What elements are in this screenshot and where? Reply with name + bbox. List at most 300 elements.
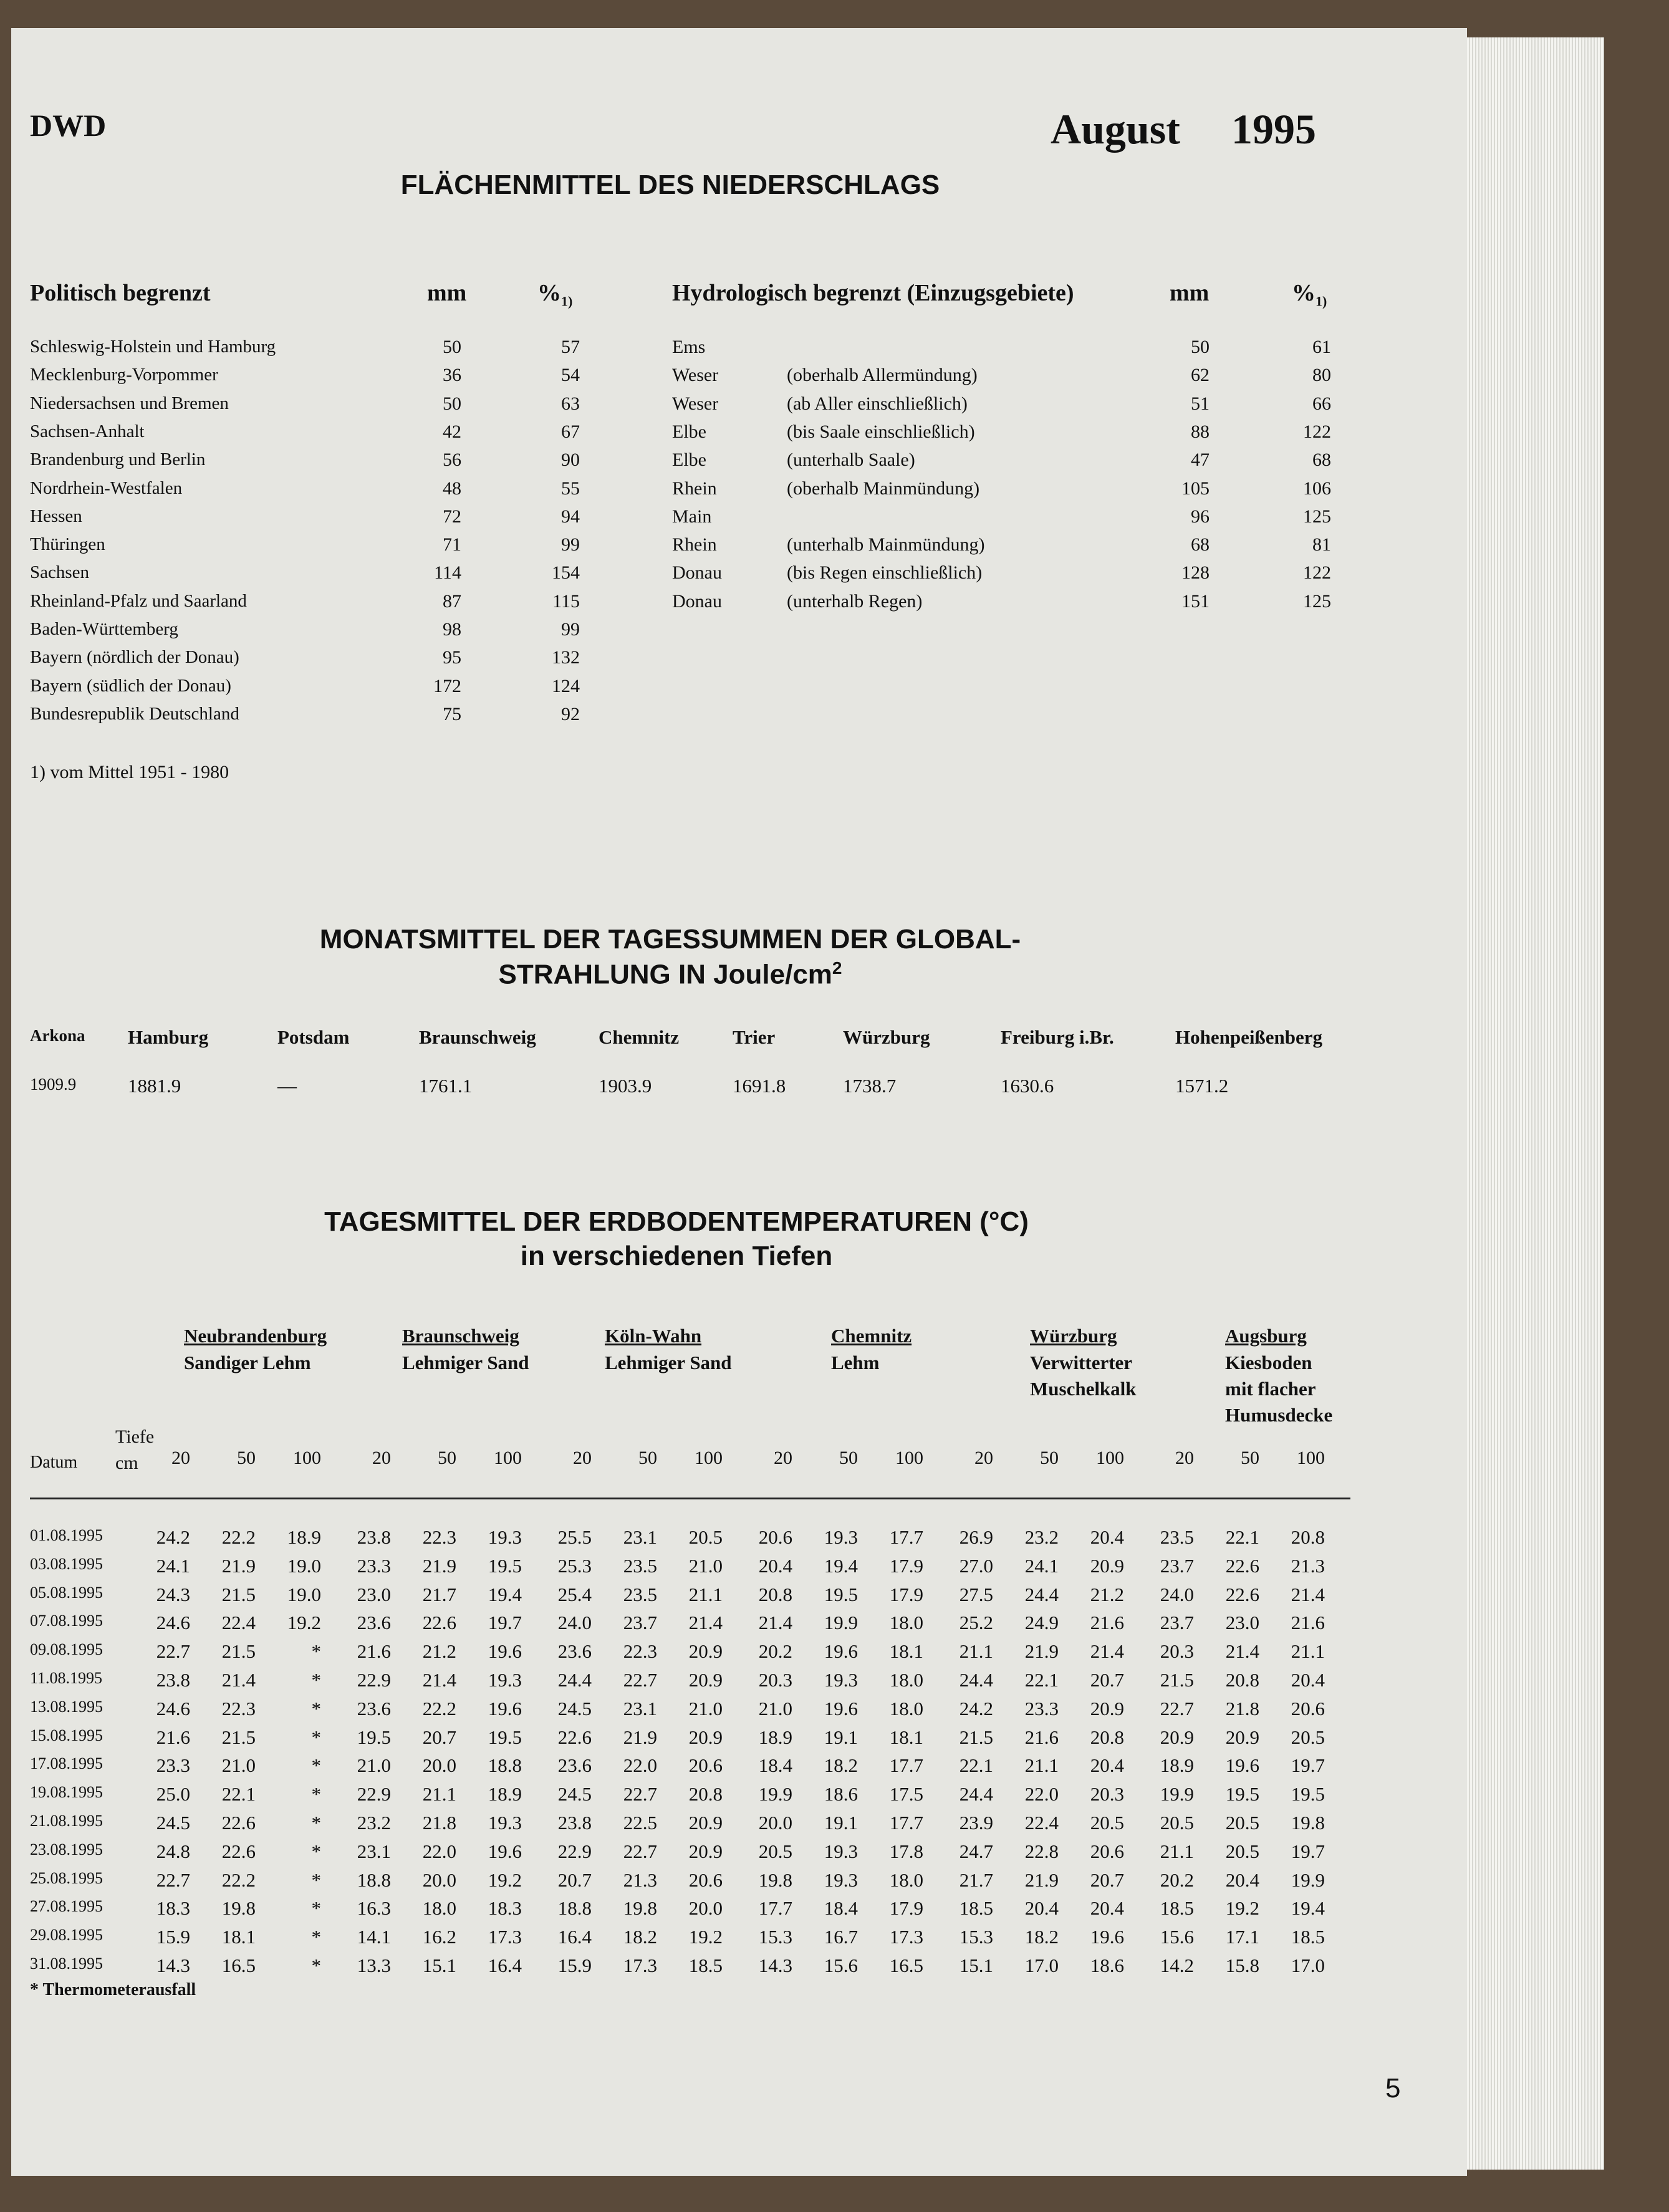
soil-temp-cell: 18.1: [889, 1726, 923, 1748]
soil-temp-cell: 22.6: [1225, 1583, 1259, 1605]
soil-temp-cell: 21.5: [221, 1640, 256, 1663]
political-region-mm: 87: [443, 590, 461, 612]
hydro-basin-pct: 68: [1312, 450, 1331, 471]
soil-row-date: 31.08.1995: [30, 1955, 103, 1973]
soil-temp-cell: 22.7: [623, 1840, 657, 1862]
soil-station-name: Braunschweig: [402, 1325, 519, 1347]
soil-temp-cell: 18.0: [422, 1897, 456, 1920]
soil-temp-cell: 22.1: [959, 1754, 993, 1777]
hydro-basin-pct: 122: [1303, 562, 1331, 584]
soil-temp-cell: 21.5: [959, 1726, 993, 1748]
soil-temp-cell: 19.6: [824, 1640, 858, 1663]
soil-temp-cell: 17.9: [889, 1554, 923, 1577]
soil-temp-cell: 15.6: [824, 1955, 858, 1976]
soil-temp-cell: 20.4: [1090, 1754, 1124, 1777]
soil-temp-cell: 19.9: [1291, 1868, 1325, 1891]
soil-temp-cell: 20.7: [1090, 1868, 1124, 1891]
soil-temp-cell: 20.0: [422, 1868, 456, 1891]
soil-temp-cell: 21.5: [221, 1583, 256, 1605]
soil-temp-cell: 18.6: [1090, 1955, 1124, 1976]
soil-station-soiltype: Lehmiger Sand: [402, 1352, 529, 1373]
soil-temp-cell: 22.4: [221, 1612, 256, 1634]
political-region-mm: 50: [443, 393, 461, 414]
soil-temp-cell: 18.2: [1024, 1926, 1059, 1948]
soil-date-label: Datum: [30, 1453, 78, 1472]
soil-temp-cell: 15.8: [1225, 1955, 1259, 1976]
soil-temp-cell: 18.1: [889, 1640, 923, 1663]
soil-station-soiltype: Verwitterter: [1030, 1352, 1133, 1373]
soil-temp-cell: 18.9: [488, 1783, 522, 1806]
political-region-name: Bayern (südlich der Donau): [30, 675, 231, 696]
soil-temp-cell: 18.0: [889, 1697, 923, 1719]
hydro-basin-pct: 61: [1312, 337, 1331, 357]
soil-temp-cell: 22.5: [623, 1812, 657, 1834]
radiation-station-name: Arkona: [30, 1026, 85, 1045]
hydro-basin-mm: 62: [1191, 365, 1210, 386]
soil-temp-cell: 15.6: [1160, 1926, 1194, 1948]
soil-temp-cell: 24.5: [156, 1812, 190, 1834]
political-region-pct: 67: [561, 421, 580, 442]
soil-temp-cell: 19.6: [1090, 1926, 1124, 1948]
political-region-mm: 50: [443, 337, 461, 357]
soil-temp-cell: 19.2: [1225, 1897, 1259, 1920]
soil-temp-cell: *: [311, 1955, 321, 1976]
hydro-basin-extent: (ab Aller einschließlich): [787, 393, 968, 414]
soil-temp-cell: 18.2: [623, 1926, 657, 1948]
soil-temp-cell: 20.8: [1291, 1526, 1325, 1548]
soil-row-date: 23.08.1995: [30, 1840, 103, 1859]
soil-temp-cell: 22.3: [221, 1697, 256, 1719]
precip-col-mm: mm: [427, 280, 467, 306]
soil-temp-cell: 18.5: [1160, 1897, 1194, 1920]
hydro-basin-name: Rhein: [672, 478, 717, 499]
soil-temp-cell: 21.0: [357, 1754, 391, 1777]
soil-depth-50: 50: [1040, 1448, 1059, 1468]
soil-temp-cell: 18.0: [889, 1612, 923, 1634]
political-region-pct: 90: [561, 450, 580, 471]
soil-temp-cell: 20.5: [1291, 1726, 1325, 1748]
soil-temp-cell: 18.5: [688, 1955, 723, 1976]
soil-depth-50: 50: [839, 1448, 858, 1468]
soil-temp-cell: *: [311, 1868, 321, 1891]
soil-temp-cell: 22.0: [1024, 1783, 1059, 1806]
soil-temp-cell: 18.9: [287, 1526, 321, 1548]
soil-temp-cell: 25.3: [557, 1554, 592, 1577]
soil-temp-cell: 17.8: [889, 1840, 923, 1862]
soil-temp-cell: 20.5: [1160, 1812, 1194, 1834]
soil-temp-cell: 21.9: [422, 1554, 456, 1577]
soil-temp-cell: 24.4: [959, 1669, 993, 1691]
hydro-basin-name: Donau: [672, 590, 722, 612]
hydro-basin-pct: 81: [1312, 534, 1331, 555]
soil-temp-cell: 17.1: [1225, 1926, 1259, 1948]
soil-temp-cell: 20.5: [1225, 1840, 1259, 1862]
soil-temp-cell: 17.9: [889, 1583, 923, 1605]
soil-temp-cell: 21.6: [1291, 1612, 1325, 1634]
soil-temp-cell: 20.6: [688, 1754, 723, 1777]
hydro-basin-mm: 151: [1181, 590, 1210, 612]
soil-temp-cell: 20.7: [422, 1726, 456, 1748]
soil-temp-cell: 25.4: [557, 1583, 592, 1605]
soil-temp-cell: 22.2: [221, 1868, 256, 1891]
political-region-mm: 98: [443, 619, 461, 640]
soil-temp-cell: 24.9: [1024, 1612, 1059, 1634]
soil-temp-cell: 14.2: [1160, 1955, 1194, 1976]
soil-temp-cell: 16.7: [824, 1926, 858, 1948]
hydro-basin-extent: (unterhalb Regen): [787, 590, 923, 612]
soil-temp-cell: 22.6: [221, 1840, 256, 1862]
soil-depth-100: 100: [494, 1448, 522, 1468]
soil-temp-cell: 21.1: [422, 1783, 456, 1806]
hydro-basin-name: Main: [672, 506, 712, 527]
soil-temp-cell: 17.7: [889, 1754, 923, 1777]
soil-depth-20: 20: [573, 1448, 592, 1468]
soil-temp-cell: 22.2: [422, 1697, 456, 1719]
soil-temp-cell: 20.0: [422, 1754, 456, 1777]
soil-temp-cell: 25.0: [156, 1783, 190, 1806]
soil-temp-cell: 18.6: [824, 1783, 858, 1806]
soil-temp-cell: 19.5: [1291, 1783, 1325, 1806]
political-region-pct: 94: [561, 506, 580, 527]
political-region-pct: 132: [552, 647, 580, 668]
hydro-basin-mm: 51: [1191, 393, 1210, 414]
political-region-mm: 172: [433, 675, 461, 696]
soil-temp-cell: 19.4: [488, 1583, 522, 1605]
soil-temp-cell: 16.3: [357, 1897, 391, 1920]
soil-temp-cell: 24.5: [557, 1783, 592, 1806]
soil-temp-cell: 21.4: [688, 1612, 723, 1634]
hydro-basin-name: Elbe: [672, 450, 706, 471]
soil-row-date: 13.08.1995: [30, 1697, 103, 1716]
soil-temp-cell: 19.3: [488, 1669, 522, 1691]
soil-temp-cell: 20.3: [758, 1669, 792, 1691]
soil-row-date: 17.08.1995: [30, 1754, 103, 1773]
soil-temp-cell: 24.7: [959, 1840, 993, 1862]
political-region-name: Schleswig-Holstein und Hamburg: [30, 337, 276, 357]
soil-temp-cell: 19.5: [357, 1726, 391, 1748]
political-region-name: Sachsen-Anhalt: [30, 421, 145, 441]
soil-header-rule: [30, 1498, 1350, 1499]
radiation-station-value: —: [277, 1075, 297, 1097]
soil-temp-cell: 24.4: [959, 1783, 993, 1806]
soil-row-date: 07.08.1995: [30, 1612, 103, 1630]
soil-temp-cell: *: [311, 1697, 321, 1719]
soil-temp-cell: 20.3: [1160, 1640, 1194, 1663]
soil-temp-cell: 20.5: [688, 1526, 723, 1548]
soil-temp-cell: 22.1: [221, 1783, 256, 1806]
soil-temp-cell: 23.7: [623, 1612, 657, 1634]
soil-depth-label: Tiefe: [115, 1426, 155, 1447]
hydro-basin-mm: 88: [1191, 421, 1210, 442]
soil-temp-cell: 19.3: [824, 1840, 858, 1862]
soil-temp-cell: 24.3: [156, 1583, 190, 1605]
soil-temp-cell: 21.5: [1160, 1669, 1194, 1691]
soil-station-soiltype: Humusdecke: [1225, 1404, 1333, 1426]
soil-temp-cell: 21.5: [221, 1726, 256, 1748]
hydro-basin-name: Weser: [672, 393, 719, 414]
dwd-logo-text: DWD: [30, 108, 107, 143]
soil-temp-cell: 22.3: [422, 1526, 456, 1548]
soil-temp-cell: 22.6: [557, 1726, 592, 1748]
soil-temp-cell: 19.2: [287, 1612, 321, 1634]
soil-station-name: Köln-Wahn: [605, 1325, 702, 1347]
soil-temp-cell: 21.6: [1090, 1612, 1124, 1634]
soil-temp-cell: 19.3: [824, 1669, 858, 1691]
soil-temp-cell: 19.5: [488, 1554, 522, 1577]
soil-temp-cell: 20.4: [1291, 1669, 1325, 1691]
soil-temp-cell: 25.2: [959, 1612, 993, 1634]
hydro-basin-name: Ems: [672, 337, 706, 357]
political-region-mm: 42: [443, 421, 461, 442]
soil-temp-cell: 21.9: [221, 1554, 256, 1577]
hydro-basin-extent: (bis Regen einschließlich): [787, 562, 983, 584]
hydro-basin-pct: 125: [1303, 590, 1331, 612]
soil-temp-cell: 16.5: [889, 1955, 923, 1976]
soil-temp-cell: 20.2: [1160, 1868, 1194, 1891]
soil-temp-cell: 19.8: [221, 1897, 256, 1920]
soil-temp-cell: 21.6: [1024, 1726, 1059, 1748]
political-region-mm: 56: [443, 450, 461, 471]
soil-temp-cell: 20.4: [758, 1554, 792, 1577]
political-region-pct: 115: [552, 590, 580, 612]
soil-temp-cell: 17.9: [889, 1897, 923, 1920]
soil-temp-cell: 21.0: [688, 1697, 723, 1719]
soil-temp-cell: 22.7: [623, 1669, 657, 1691]
political-region-pct: 63: [561, 393, 580, 414]
soil-temp-cell: 23.8: [357, 1526, 391, 1548]
soil-temp-cell: 24.6: [156, 1697, 190, 1719]
soil-temp-cell: 21.3: [1291, 1554, 1325, 1577]
soil-temp-cell: 23.6: [557, 1754, 592, 1777]
radiation-station-value: 1691.8: [733, 1075, 786, 1097]
radiation-station-name: Würzburg: [843, 1026, 930, 1048]
soil-temp-cell: 22.1: [1024, 1669, 1059, 1691]
soil-temp-cell: 23.2: [357, 1812, 391, 1834]
page-number: 5: [1385, 2073, 1401, 2104]
soil-temp-cell: 23.5: [1160, 1526, 1194, 1548]
soil-temp-cell: 20.8: [688, 1783, 723, 1806]
soil-temp-cell: 22.6: [1225, 1554, 1259, 1577]
soil-depth-50: 50: [1241, 1448, 1259, 1468]
soil-temp-cell: 19.5: [1225, 1783, 1259, 1806]
soil-temp-cell: 21.1: [1291, 1640, 1325, 1663]
soil-temp-cell: 17.3: [623, 1955, 657, 1976]
soil-temp-cell: 24.1: [1024, 1554, 1059, 1577]
soil-temp-cell: 20.9: [1090, 1697, 1124, 1719]
soil-temp-cell: 22.9: [357, 1669, 391, 1691]
soil-temp-cell: 19.2: [488, 1868, 522, 1891]
soil-temp-cell: 20.6: [1090, 1840, 1124, 1862]
soil-temp-cell: 20.4: [1024, 1897, 1059, 1920]
political-region-name: Bundesrepublik Deutschland: [30, 703, 239, 724]
soil-temp-cell: 23.7: [1160, 1554, 1194, 1577]
soil-temp-cell: 19.7: [1291, 1754, 1325, 1777]
precip-col-pct: $\%_{1)}$: [537, 280, 573, 309]
soil-temp-cell: 20.4: [1225, 1868, 1259, 1891]
radiation-station-name: Hamburg: [128, 1026, 209, 1048]
hydro-basin-extent: (unterhalb Saale): [787, 450, 915, 471]
soil-temp-cell: 24.1: [156, 1554, 190, 1577]
soil-temp-cell: 21.8: [1225, 1697, 1259, 1719]
radiation-station-value: 1881.9: [128, 1075, 181, 1097]
soil-temp-cell: 19.9: [758, 1783, 792, 1806]
page-edge: [1467, 37, 1604, 2170]
soil-temp-cell: 18.3: [156, 1897, 190, 1920]
soil-temp-cell: 22.9: [557, 1840, 592, 1862]
soil-temp-cell: 20.6: [758, 1526, 792, 1548]
hydro-basin-extent: (unterhalb Mainmündung): [787, 534, 985, 555]
political-region-name: Baden-Württemberg: [30, 619, 178, 639]
political-region-name: Rheinland-Pfalz und Saarland: [30, 590, 247, 611]
soil-temp-cell: 26.9: [959, 1526, 993, 1548]
soil-temp-cell: 22.6: [422, 1612, 456, 1634]
hydro-basin-extent: (oberhalb Allermündung): [787, 365, 978, 386]
soil-temp-cell: 22.7: [156, 1640, 190, 1663]
soil-station-name: Chemnitz: [831, 1325, 912, 1347]
soil-temp-cell: 23.6: [357, 1612, 391, 1634]
soil-temp-cell: 23.3: [1024, 1697, 1059, 1719]
hydro-basin-pct: 66: [1312, 393, 1331, 414]
soil-temp-cell: 20.8: [758, 1583, 792, 1605]
soil-row-date: 21.08.1995: [30, 1812, 103, 1830]
soil-depth-100: 100: [695, 1448, 723, 1468]
political-region-mm: 36: [443, 365, 461, 386]
soil-temp-cell: 18.0: [889, 1669, 923, 1691]
soil-temp-cell: 19.9: [824, 1612, 858, 1634]
hydro-basin-pct: 106: [1303, 478, 1331, 499]
soil-temp-cell: 18.1: [221, 1926, 256, 1948]
soil-temp-cell: *: [311, 1926, 321, 1948]
soil-temp-cell: 18.5: [1291, 1926, 1325, 1948]
soil-depth-20: 20: [774, 1448, 792, 1468]
soil-temp-cell: 21.6: [156, 1726, 190, 1748]
soil-temp-cell: 16.5: [221, 1955, 256, 1976]
soil-temp-cell: 20.3: [1090, 1783, 1124, 1806]
radiation-station-value: 1738.7: [843, 1075, 897, 1097]
soil-temp-cell: 20.6: [688, 1868, 723, 1891]
soil-temp-cell: 21.4: [221, 1669, 256, 1691]
soil-temp-cell: 18.8: [357, 1868, 391, 1891]
soil-station-soiltype: Sandiger Lehm: [184, 1352, 311, 1373]
soil-temp-cell: 20.9: [688, 1640, 723, 1663]
soil-depth-100: 100: [293, 1448, 321, 1468]
political-region-name: Nordrhein-Westfalen: [30, 478, 183, 498]
soil-temp-cell: 23.2: [1024, 1526, 1059, 1548]
soil-temp-cell: 17.3: [889, 1926, 923, 1948]
soil-temp-cell: 24.8: [156, 1840, 190, 1862]
soil-temp-cell: 20.5: [758, 1840, 792, 1862]
soil-temp-cell: 21.7: [422, 1583, 456, 1605]
soil-temp-cell: 21.2: [1090, 1583, 1124, 1605]
soil-row-date: 27.08.1995: [30, 1897, 103, 1916]
soil-temp-cell: 21.4: [1291, 1583, 1325, 1605]
soil-temp-cell: 20.9: [1160, 1726, 1194, 1748]
soil-temp-cell: 19.0: [287, 1554, 321, 1577]
soil-station-soiltype: mit flacher: [1225, 1378, 1316, 1400]
soil-temp-cell: 19.4: [1291, 1897, 1325, 1920]
soil-temp-cell: 23.3: [156, 1754, 190, 1777]
precip-political-header: Politisch begrenzt: [30, 280, 211, 306]
political-region-mm: 114: [434, 562, 461, 584]
soil-temp-cell: *: [311, 1726, 321, 1748]
soil-temp-cell: 24.2: [959, 1697, 993, 1719]
soil-temp-cell: 20.9: [688, 1840, 723, 1862]
soil-temp-cell: 20.7: [557, 1868, 592, 1891]
radiation-station-name: Potsdam: [277, 1026, 350, 1048]
soil-temp-cell: 19.5: [824, 1583, 858, 1605]
soil-temp-cell: 23.0: [1225, 1612, 1259, 1634]
political-region-pct: 99: [561, 619, 580, 640]
soil-temp-cell: 21.1: [688, 1583, 723, 1605]
soil-temp-cell: 19.6: [824, 1697, 858, 1719]
soil-temp-cell: 20.8: [1090, 1726, 1124, 1748]
political-region-pct: 92: [561, 703, 580, 724]
soil-title-line1: TAGESMITTEL DER ERDBODENTEMPERATUREN (°C): [324, 1206, 1029, 1237]
soil-title-line2: in verschiedenen Tiefen: [520, 1241, 833, 1271]
soil-temp-cell: 25.5: [557, 1526, 592, 1548]
soil-temp-cell: 24.2: [156, 1526, 190, 1548]
soil-temp-cell: 18.0: [889, 1868, 923, 1891]
soil-temp-cell: 21.1: [1024, 1754, 1059, 1777]
soil-temp-cell: 19.6: [488, 1640, 522, 1663]
soil-temp-cell: 15.3: [758, 1926, 792, 1948]
hydro-basin-mm: 47: [1191, 450, 1210, 471]
soil-depth-50: 50: [237, 1448, 256, 1468]
soil-temp-cell: 19.3: [488, 1526, 522, 1548]
soil-temp-cell: 20.9: [688, 1669, 723, 1691]
soil-depth-20: 20: [1175, 1448, 1194, 1468]
global-title-line1: MONATSMITTEL DER TAGESSUMMEN DER GLOBAL-: [319, 924, 1021, 955]
soil-depth-50: 50: [638, 1448, 657, 1468]
soil-temp-cell: 23.1: [623, 1526, 657, 1548]
soil-temp-cell: 17.5: [889, 1783, 923, 1806]
soil-temp-cell: 19.8: [758, 1868, 792, 1891]
soil-temp-cell: 21.4: [422, 1669, 456, 1691]
soil-temp-cell: 13.3: [357, 1955, 391, 1976]
soil-temp-cell: 18.2: [824, 1754, 858, 1777]
soil-temp-cell: 19.7: [488, 1612, 522, 1634]
soil-depth-100: 100: [1096, 1448, 1124, 1468]
soil-temp-cell: 19.2: [688, 1926, 723, 1948]
political-region-name: Thüringen: [30, 534, 105, 555]
soil-temp-cell: 18.3: [488, 1897, 522, 1920]
radiation-station-name: Hohenpeißenberg: [1175, 1026, 1322, 1048]
soil-temp-cell: 21.4: [1090, 1640, 1124, 1663]
soil-temp-cell: 23.1: [623, 1697, 657, 1719]
soil-temp-cell: 24.0: [557, 1612, 592, 1634]
political-region-name: Brandenburg und Berlin: [30, 450, 206, 470]
soil-temp-cell: 22.6: [221, 1812, 256, 1834]
soil-temp-cell: 22.7: [623, 1783, 657, 1806]
soil-temp-cell: 14.1: [357, 1926, 391, 1948]
precip-col-mm-2: mm: [1170, 280, 1210, 306]
soil-temp-cell: 19.6: [1225, 1754, 1259, 1777]
radiation-station-name: Chemnitz: [599, 1026, 680, 1048]
soil-temp-cell: 21.3: [623, 1868, 657, 1891]
soil-temp-cell: 22.2: [221, 1526, 256, 1548]
hydro-basin-name: Donau: [672, 562, 722, 584]
political-region-pct: 124: [552, 675, 580, 696]
political-region-mm: 95: [443, 647, 461, 668]
soil-temp-cell: 23.3: [357, 1554, 391, 1577]
soil-temp-cell: 20.7: [1090, 1669, 1124, 1691]
precip-footnote: 1) vom Mittel 1951 - 1980: [30, 762, 229, 782]
soil-temp-cell: *: [311, 1812, 321, 1834]
precip-hydro-header: Hydrologisch begrenzt (Einzugsgebiete): [672, 280, 1074, 306]
soil-temp-cell: 24.0: [1160, 1583, 1194, 1605]
soil-temp-cell: 19.6: [488, 1840, 522, 1862]
soil-row-date: 25.08.1995: [30, 1868, 103, 1887]
